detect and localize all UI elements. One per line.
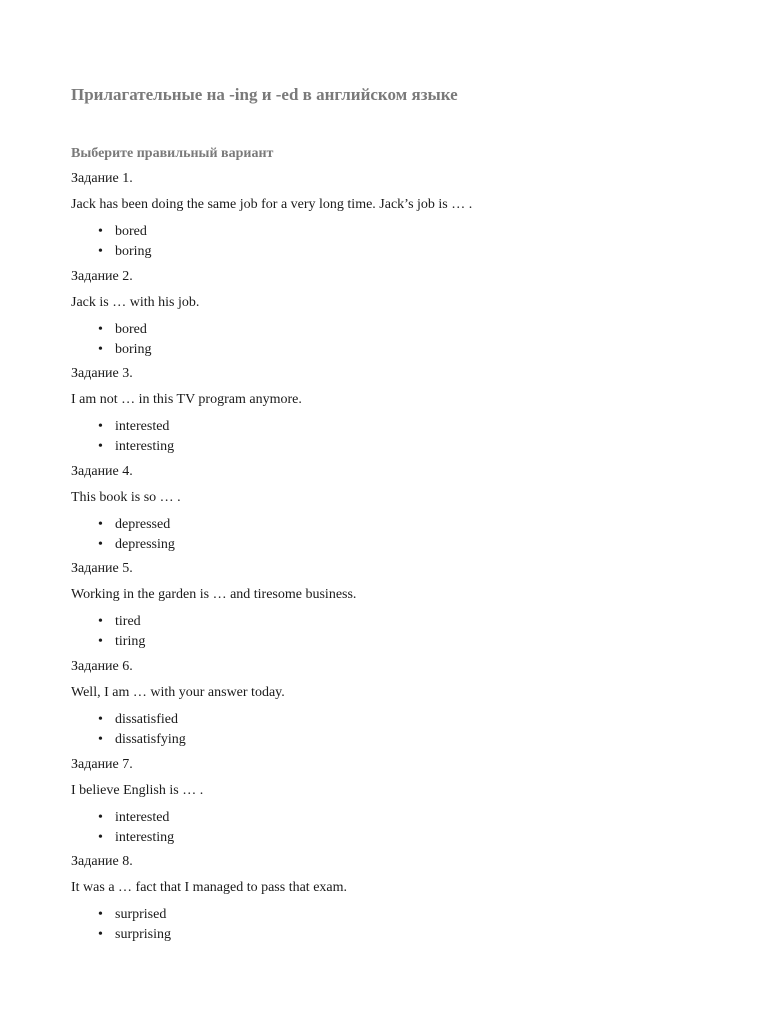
answer-option: [71, 828, 731, 848]
answer-options: [71, 710, 731, 750]
task-label: Задание 7.: [71, 756, 133, 772]
answer-option: [71, 710, 731, 730]
bullet-icon: •: [98, 419, 103, 435]
task-4: [71, 463, 731, 561]
answer-options: [71, 222, 731, 262]
bullet-icon: •: [98, 927, 103, 943]
bullet-icon: •: [98, 829, 103, 845]
answer-option: [71, 612, 731, 632]
bullet-icon: •: [98, 341, 103, 357]
task-question: It was a … fact that I managed to pass that exam.: [71, 880, 348, 896]
option-text: boring: [115, 244, 152, 259]
task-label: Задание 3.: [71, 366, 133, 382]
answer-options: [71, 612, 731, 652]
answer-option: [71, 320, 731, 340]
bullet-icon: •: [98, 809, 103, 825]
task-8: [71, 853, 731, 951]
answer-option: [71, 437, 731, 457]
answer-options: [71, 320, 731, 360]
option-text: tired: [115, 614, 141, 630]
answer-option: [71, 632, 731, 652]
bullet-icon: •: [98, 907, 103, 923]
bullet-icon: •: [98, 711, 103, 727]
task-question: Jack is … with his job.: [71, 294, 200, 310]
option-text: depressed: [115, 516, 171, 532]
task-label: Задание 4.: [71, 463, 133, 479]
task-question: Working in the garden is … and tiresome business.: [71, 587, 357, 603]
task-3: [71, 365, 731, 463]
option-text: interested: [115, 809, 170, 825]
option-text: boring: [115, 341, 152, 357]
option-text: dissatisfying: [115, 731, 186, 747]
answer-options: [71, 905, 731, 945]
bullet-icon: •: [98, 321, 103, 337]
bullet-icon: •: [98, 516, 103, 532]
bullet-icon: •: [98, 634, 103, 650]
task-label: Задание 8.: [71, 854, 133, 870]
section-heading: Выберите правильный вариант: [71, 146, 274, 161]
answer-option: [71, 730, 731, 750]
option-text: interesting: [115, 829, 175, 845]
task-2: [71, 268, 731, 366]
task-1: [71, 170, 731, 268]
bullet-icon: •: [98, 536, 103, 552]
answer-options: [71, 515, 731, 555]
option-text: depressing: [115, 536, 175, 552]
option-text: interested: [115, 419, 170, 435]
option-text: tiring: [115, 634, 146, 650]
task-question: Well, I am … with your answer today.: [71, 684, 285, 700]
answer-option: [71, 925, 731, 945]
answer-option: [71, 808, 731, 828]
option-text: dissatisfied: [115, 711, 178, 727]
task-label: Задание 6.: [71, 658, 133, 674]
bullet-icon: •: [98, 614, 103, 630]
answer-option: [71, 340, 731, 360]
answer-option: [71, 515, 731, 535]
bullet-icon: •: [98, 731, 103, 747]
page-title: Прилагательные на -ing и -ed в английском языке: [71, 85, 458, 104]
option-text: surprising: [115, 927, 171, 943]
bullet-icon: •: [98, 439, 103, 455]
task-question: I believe English is … .: [71, 782, 204, 798]
task-question: Jack has been doing the same job for a very long time. Jack’s job is … .: [71, 197, 473, 212]
task-label: Задание 1.: [71, 171, 133, 186]
task-6: [71, 658, 731, 756]
task-5: [71, 560, 731, 658]
task-7: [71, 756, 731, 854]
bullet-icon: •: [98, 224, 103, 239]
answer-option: [71, 222, 731, 242]
task-question: This book is so … .: [71, 489, 181, 505]
option-text: interesting: [115, 439, 175, 455]
bullet-icon: •: [98, 244, 103, 259]
task-label: Задание 5.: [71, 561, 133, 577]
answer-option: [71, 242, 731, 262]
option-text: surprised: [115, 907, 167, 923]
answer-options: [71, 808, 731, 848]
task-label: Задание 2.: [71, 268, 133, 284]
answer-option: [71, 417, 731, 437]
answer-options: [71, 417, 731, 457]
answer-option: [71, 905, 731, 925]
option-text: bored: [115, 321, 147, 337]
answer-option: [71, 535, 731, 555]
task-list: [71, 170, 731, 951]
task-question: I am not … in this TV program anymore.: [71, 392, 302, 408]
option-text: bored: [115, 224, 147, 239]
